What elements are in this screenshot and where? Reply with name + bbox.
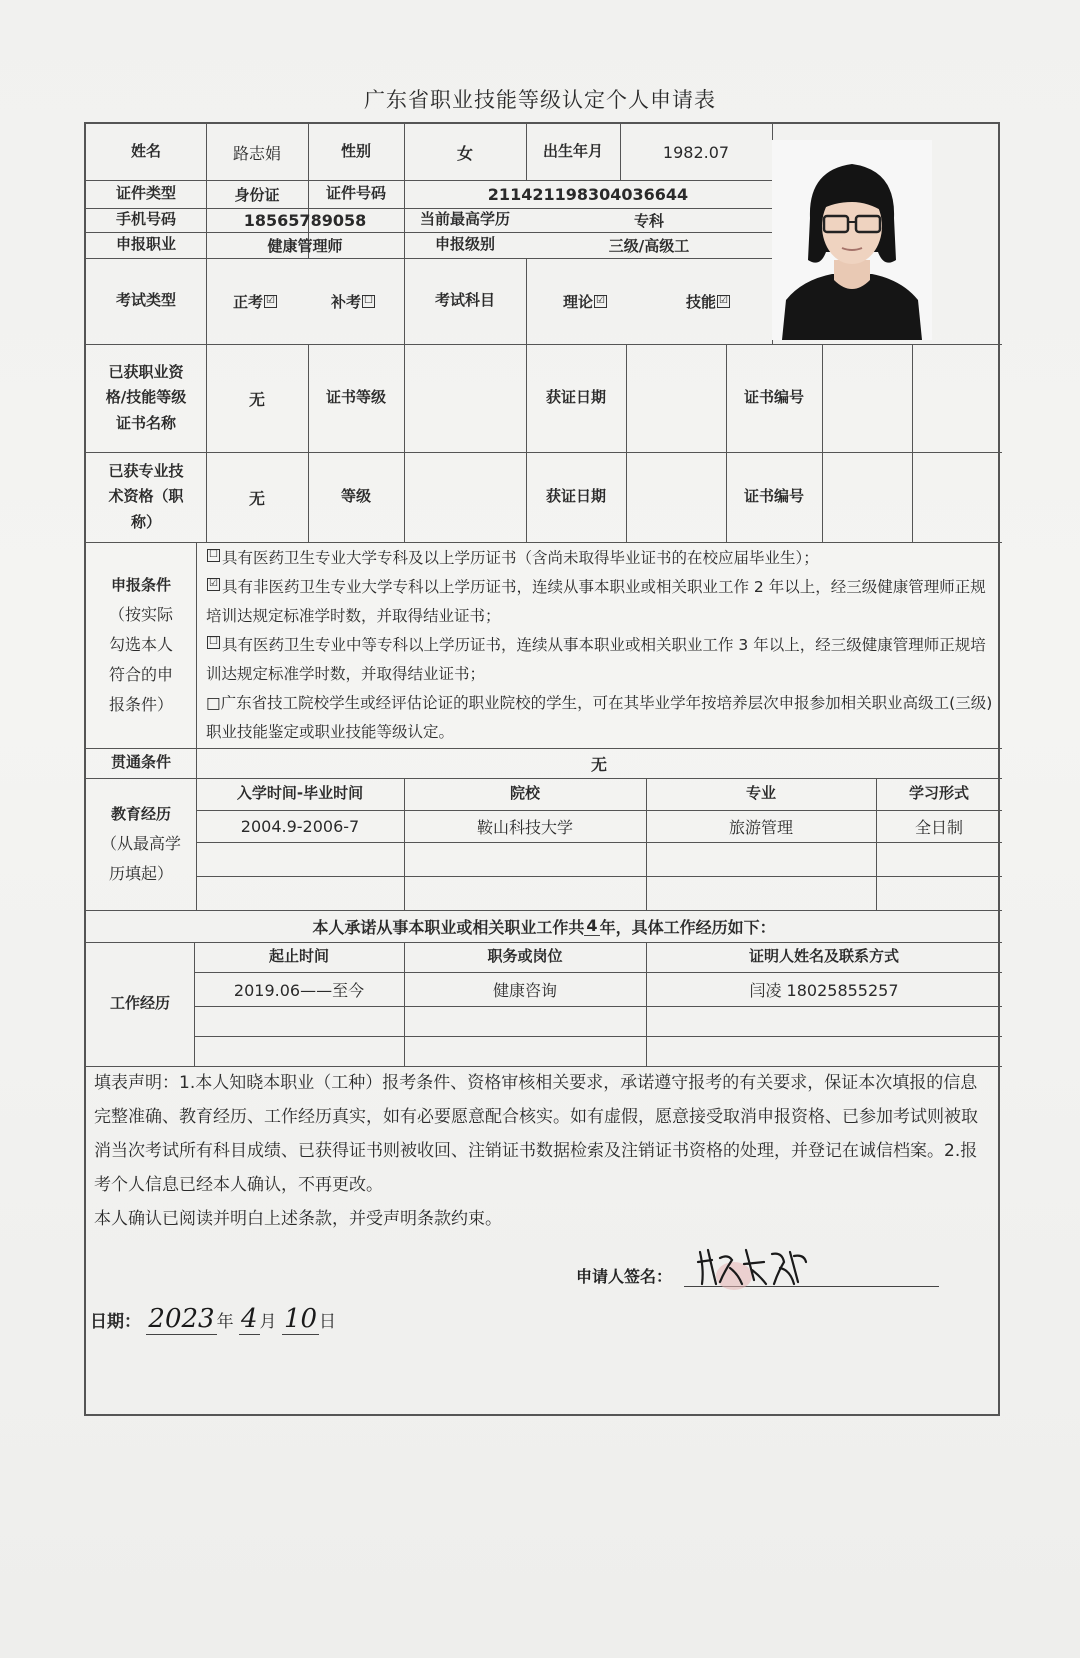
condition-checkbox[interactable]: ☐: [207, 636, 220, 649]
edu-row-mode: 全日制: [914, 817, 963, 837]
condition-checkbox[interactable]: ☐: [207, 549, 220, 562]
edu-row-major: 旅游管理: [728, 817, 793, 837]
work-header-period: 起止时间: [268, 947, 329, 966]
zhengkao-label: 正考: [232, 292, 263, 311]
exam-subject-label: 考试科目: [434, 291, 495, 310]
through-value: 无: [590, 754, 607, 774]
cert-grade-label: 证书等级: [325, 388, 386, 407]
date-label: 日期：: [90, 1312, 141, 1332]
condition-item: ☑ 具有非医药卫生专业大学专科以上学历证书，连续从事本职业或相关职业工作 2 年以上，经三级健康管理师正规培训达规定标准学时数，并取得结业证书；: [206, 577, 986, 625]
title-cert-grade-label: 等级: [340, 487, 371, 506]
declaration-confirm: 本人确认已阅读并明白上述条款，并受声明条款约束。: [94, 1209, 502, 1229]
edu-row-period: 2004.9-2006-7: [240, 816, 360, 836]
edu-header-period: 入学时间-毕业时间: [236, 784, 364, 803]
title-cert-label: 已获专业技术资格（职称）: [108, 461, 184, 531]
jineng-checkbox[interactable]: ☑: [717, 295, 730, 308]
condition-checkbox[interactable]: ☑: [207, 578, 220, 591]
condition-item: □广东省技工院校学生或经评估论证的职业院校的学生，可在其毕业学年按培养层次申报参加相关职业高级工(三级)职业技能鉴定或职业技能等级认定。: [206, 694, 993, 741]
job-value: 健康管理师: [267, 236, 343, 255]
idno-label: 证件号码: [325, 184, 386, 203]
exam-jineng: [646, 258, 772, 344]
birth-label: 出生年月: [542, 142, 603, 161]
condition-item: ☐ 具有医药卫生专业中等专科以上学历证书，连续从事本职业或相关职业工作 3 年以上，经三级健康管理师正规培训达规定标准学时数，并取得结业证书；: [206, 635, 986, 683]
bukao-checkbox[interactable]: ☐: [362, 295, 375, 308]
cert-value: 无: [248, 389, 265, 409]
conditions-label-cell: [86, 542, 196, 748]
through-label: 贯通条件: [110, 753, 171, 772]
cert-no-label: 证书编号: [743, 388, 804, 407]
conditions-note: （按实际勾选本人符合的申报条件）: [108, 605, 173, 714]
cert-label: 已获职业资格/技能等级证书名称: [105, 362, 187, 432]
work-row-position: 健康咨询: [492, 980, 557, 1000]
document-title: 广东省职业技能等级认定个人申请表: [364, 88, 716, 112]
jineng-label: 技能: [685, 292, 716, 311]
exam-lilun: [526, 258, 646, 344]
education-label-cell: [86, 778, 196, 910]
condition-item: ☐ 具有医药卫生专业大学专科及以上学历证书（含尚未取得毕业证书的在校应届毕业生）；: [206, 544, 996, 573]
work-header-position: 职务或岗位: [487, 947, 563, 966]
date-day: 10: [283, 1304, 318, 1334]
level-value: 三级/高级工: [608, 236, 690, 255]
edu-row-school: 鞍山科技大学: [476, 817, 573, 837]
exam-zhengkao: [206, 258, 306, 344]
signature-label: 申请人签名：: [576, 1267, 673, 1286]
conditions-list: [206, 544, 996, 747]
education-note: （从最高学历填起）: [100, 834, 181, 883]
condition-checkbox[interactable]: □: [206, 694, 221, 712]
conditions-label: 申报条件: [110, 576, 171, 594]
declaration-text: 填表声明：1.本人知晓本职业（工种）报考条件、资格审核相关要求，承诺遵守报考的有关要求，保证本次填报的信息完整准确、教育经历、工作经历真实，如有必要愿意配合核实。如有虚假，愿意接受取消申报资格、已参加考试则被取消当次考试所有科目成绩、已获得证书则被收回、注销证书数据检索及注销证书资格的处理，并登记在诚信档案。2.报考个人信息已经本人确认，不再更改。: [94, 1073, 978, 1195]
signature: [694, 1240, 814, 1296]
date-row: 日期： 2023 年 4 月 10 日: [90, 1304, 337, 1334]
level-label: 申报级别: [434, 235, 495, 254]
edu-value: 专科: [633, 211, 664, 230]
gender-value: 女: [456, 143, 473, 163]
work-promise: 本人承诺从事本职业或相关职业工作共 4 年，具体工作经历如下：: [312, 916, 776, 937]
edu-header-mode: 学习形式: [908, 784, 969, 803]
work-years: 4: [586, 916, 598, 935]
name-label: 姓名: [130, 142, 161, 161]
lilun-checkbox[interactable]: ☑: [594, 295, 607, 308]
edu-header-major: 专业: [745, 784, 776, 803]
work-header-referee: 证明人姓名及联系方式: [748, 947, 899, 966]
work-row-period: 2019.06——至今: [233, 980, 365, 1000]
date-year: 2023: [148, 1304, 215, 1334]
idtype-value: 身份证: [234, 185, 280, 204]
work-label: 工作经历: [109, 994, 170, 1013]
education-label: 教育经历: [110, 805, 171, 823]
phone-label: 手机号码: [115, 210, 176, 229]
exam-type-label: 考试类型: [115, 291, 176, 310]
title-cert-value: 无: [248, 488, 265, 508]
edu-label: 当前最高学历: [419, 210, 510, 229]
birth-value: 1982.07: [662, 142, 730, 162]
declaration: [94, 1066, 994, 1236]
exam-bukao: [304, 258, 404, 344]
work-row-referee: 闫凌 18025855257: [749, 980, 899, 1000]
gender-label: 性别: [340, 142, 371, 161]
title-cert-date-label: 获证日期: [545, 487, 606, 506]
zhengkao-checkbox[interactable]: ☑: [264, 295, 277, 308]
name-value: 路志娟: [232, 143, 281, 163]
bukao-label: 补考: [330, 292, 361, 311]
date-month: 4: [240, 1304, 258, 1334]
idtype-label: 证件类型: [115, 184, 176, 203]
edu-header-school: 院校: [509, 784, 540, 803]
cert-date-label: 获证日期: [545, 388, 606, 407]
idno-value: 211421198304036644: [487, 184, 689, 204]
lilun-label: 理论: [562, 292, 593, 311]
application-form: [84, 122, 1000, 1416]
title-cert-no-label: 证书编号: [743, 487, 804, 506]
applicant-photo: [772, 140, 932, 340]
phone-value: 18565789058: [243, 210, 367, 230]
job-label: 申报职业: [115, 235, 176, 254]
